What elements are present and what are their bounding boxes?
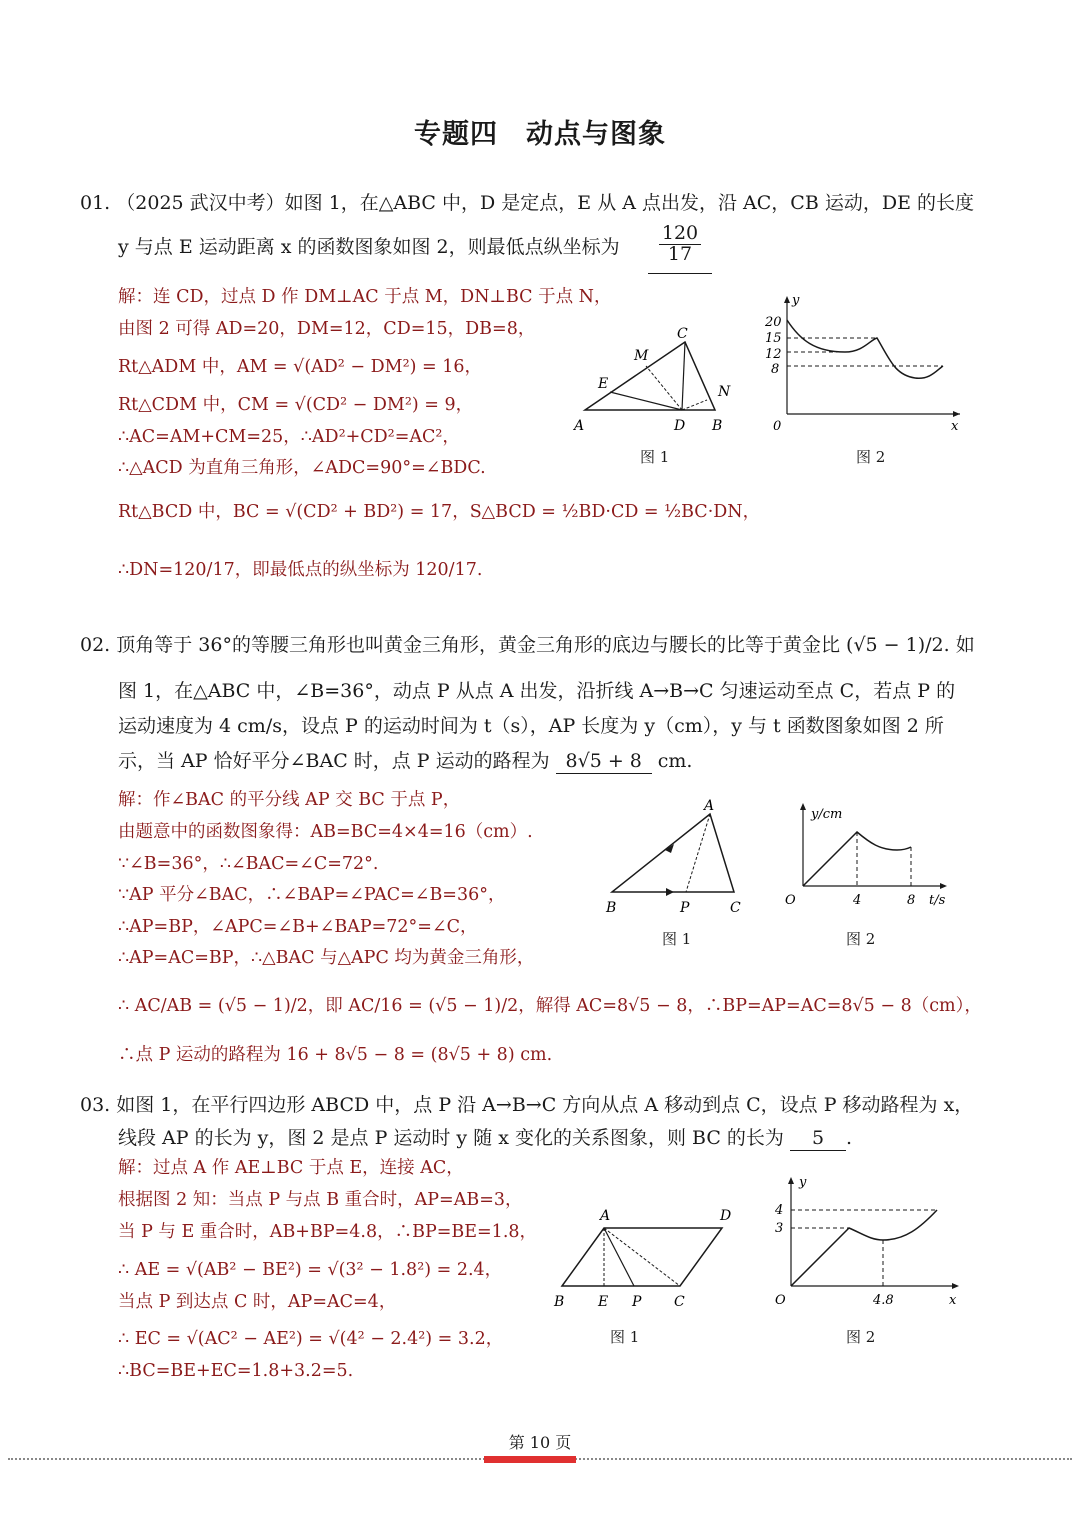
- q3-origin: O: [775, 1293, 786, 1308]
- q2-answer: 8√5 + 8: [556, 750, 652, 774]
- q2-sol-2: 由题意中的函数图象得：AB=BC=4×4=16（cm）.: [118, 822, 533, 842]
- q3-line1: [80, 1094, 973, 1117]
- q2-sol-8: ∴点 P 运动的路程为 16 + 8√5 − 8 = (8√5 + 8) cm.: [118, 1045, 553, 1065]
- q3-text-line1: 如图 1，在平行四边形 ABCD 中，点 P 沿 A→B→C 方向从点 A 移动到点 C，设点 P 移动路程为 x，: [116, 1094, 974, 1116]
- q1-label-b: B: [712, 418, 723, 434]
- q3-sol-7: ∴BC=BE+EC=1.8+3.2=5.: [118, 1361, 354, 1381]
- q2-label-p: P: [680, 900, 690, 916]
- q1-sol-2: 由图 2 可得 AD=20，DM=12，CD=15，DB=8，: [118, 319, 536, 339]
- q3-number: 03.: [80, 1094, 111, 1116]
- q1-label-a: A: [574, 418, 585, 434]
- q3-xtick-48: 4.8: [873, 1293, 894, 1308]
- q1-ytick-8: 8: [771, 362, 780, 377]
- q1-ylabel: y: [792, 293, 800, 308]
- q3-label-c: C: [674, 1294, 685, 1310]
- q3-segment-ap: [604, 1228, 634, 1286]
- q1-xlabel: x: [951, 419, 959, 434]
- q2-text-line1: 顶角等于 36°的等腰三角形也叫黄金三角形，黄金三角形的底边与腰长的比等于黄金比: [116, 634, 840, 656]
- q2-line2: 图 1，在△ABC 中，∠B=36°，动点 P 从点 A 出发，沿折线 A→B→C 匀速运动至点 C，若点 P 的: [118, 680, 956, 702]
- q1-ytick-15: 15: [765, 331, 782, 346]
- q1-ytick-12: 12: [765, 347, 782, 362]
- q2-sol-4: ∵AP 平分∠BAC，∴∠BAP=∠PAC=∠B=36°，: [118, 885, 506, 905]
- q1-figure1: [570, 320, 740, 440]
- q3-label-a: A: [600, 1208, 611, 1224]
- q1-segment-dm: [646, 366, 682, 410]
- q3-sol-4: ∴ AE = √(AB² − BE²) = √(3² − 1.8²) = 2.4，: [118, 1260, 503, 1280]
- q1-figure2: [755, 290, 970, 440]
- q2-line1: [80, 634, 975, 657]
- q1-text-line2: y 与点 E 运动距离 x 的函数图象如图 2，则最低点纵坐标为: [118, 236, 620, 258]
- q2-sol-5: ∴AP=BP，∠APC=∠B+∠BAP=72°=∠C，: [118, 917, 478, 937]
- q1-answer: $\frac{120}{17}$: [648, 224, 712, 265]
- q1-line1: [80, 192, 974, 215]
- q1-sol-4: Rt△CDM 中，CM = √(CD² − DM²) = 9，: [118, 395, 474, 415]
- q3-sol-5: 当点 P 到达点 C 时，AP=AC=4，: [118, 1292, 397, 1312]
- q1-answer-blank: [648, 273, 712, 274]
- q1-ytick-20: 20: [765, 315, 782, 330]
- q1-segment-de: [610, 392, 682, 410]
- q3-curve: [791, 1210, 937, 1286]
- q2-golden-ratio: (√5 − 1)/2: [846, 634, 944, 656]
- q3-sol-1: 解：过点 A 作 AE⊥BC 于点 E，连接 AC，: [118, 1158, 464, 1178]
- q3-answer: 5: [790, 1127, 846, 1151]
- q3-segment-ac: [604, 1228, 680, 1286]
- q3-label-d: D: [720, 1208, 732, 1224]
- q2-sol-7: ∴ AC/AB = (√5 − 1)/2，即 AC/16 = (√5 − 1)/2，解得 AC=8√5 − 8，∴BP=AP=AC=8√5 − 8（cm），: [118, 996, 982, 1016]
- q3-figure2: [765, 1170, 970, 1315]
- q2-sol-1: 解：作∠BAC 的平分线 AP 交 BC 于点 P，: [118, 790, 461, 810]
- q3-fig1-caption: 图 1: [610, 1328, 640, 1346]
- q3-label-b: B: [554, 1294, 565, 1310]
- q2-ylabel: y/cm: [811, 807, 843, 822]
- page-title: 专题四 动点与图象: [414, 119, 666, 150]
- q1-line2: [118, 236, 620, 259]
- q1-fig2-caption: 图 2: [856, 448, 886, 466]
- q3-ylabel: y: [799, 1175, 807, 1190]
- footer-accent-bar: [484, 1456, 576, 1463]
- q1-label-c: C: [677, 326, 688, 342]
- q1-origin: 0: [773, 419, 782, 434]
- q2-segment-ap: [686, 814, 710, 892]
- q2-text-line1-end: . 如: [943, 634, 975, 656]
- q2-sol-6: ∴AP=AC=BP，∴△BAC 与△APC 均为黄金三角形，: [118, 948, 535, 968]
- q1-number: 01.: [80, 192, 111, 214]
- q2-xtick-8: 8: [907, 893, 916, 908]
- q1-sol-6: ∴△ACD 为直角三角形，∠ADC=90°=∠BDC.: [118, 458, 486, 478]
- q2-figure1: [598, 798, 758, 920]
- q2-label-a: A: [704, 798, 715, 814]
- q2-label-c: C: [730, 900, 741, 916]
- q2-fig2-caption: 图 2: [846, 930, 876, 948]
- q3-xlabel: x: [949, 1293, 957, 1308]
- q2-xlabel: t/s: [929, 893, 946, 908]
- q1-sol-8: ∴DN=120/17，即最低点的纵坐标为 120/17.: [118, 560, 483, 580]
- q1-label-m: M: [634, 348, 649, 364]
- q1-sol-5: ∴AC=AM+CM=25，∴AD²+CD²=AC²，: [118, 427, 460, 447]
- q3-sol-2: 根据图 2 知：当点 P 与点 B 重合时，AP=AB=3，: [118, 1190, 523, 1210]
- q2-origin: O: [785, 893, 796, 908]
- q2-figure2: [775, 798, 960, 920]
- q2-sol-3: ∵∠B=36°，∴∠BAC=∠C=72°.: [118, 854, 379, 874]
- q1-sol-1: 解：连 CD，过点 D 作 DM⊥AC 于点 M，DN⊥BC 于点 N，: [118, 287, 612, 307]
- q1-fig1-caption: 图 1: [640, 448, 670, 466]
- q3-label-p: P: [632, 1294, 642, 1310]
- q3-figure1: [548, 1200, 748, 1312]
- q3-fig2-caption: 图 2: [846, 1328, 876, 1346]
- q3-ytick-3: 3: [775, 1221, 784, 1236]
- q2-label-b: B: [606, 900, 617, 916]
- q1-label-d: D: [674, 418, 686, 434]
- q2-line3: 运动速度为 4 cm/s，设点 P 的运动时间为 t（s），AP 长度为 y（cm），y 与 t 函数图象如图 2 所: [118, 715, 944, 737]
- q1-segment-dn: [682, 400, 707, 410]
- q1-curve: [787, 320, 943, 378]
- q3-ytick-4: 4: [775, 1203, 784, 1218]
- q3-label-e: E: [598, 1294, 609, 1310]
- q1-text-line1: （2025 武汉中考）如图 1，在△ABC 中，D 是定点，E 从 A 点出发，沿 AC，CB 运动，DE 的长度: [116, 192, 974, 214]
- q2-unit: cm.: [657, 750, 693, 772]
- q3-line2: 线段 AP 的长为 y，图 2 是点 P 运动时 y 随 x 变化的关系图象，则 BC 的长为 5 .: [118, 1127, 853, 1149]
- q2-xtick-4: 4: [853, 893, 862, 908]
- page-number: 第 10 页: [508, 1433, 572, 1452]
- q2-number: 02.: [80, 634, 111, 656]
- q1-sol-3: Rt△ADM 中，AM = √(AD² − DM²) = 16，: [118, 357, 482, 377]
- q2-line4: 示，当 AP 恰好平分∠BAC 时，点 P 运动的路程为 8√5 + 8 cm.: [118, 750, 693, 772]
- q2-fig1-caption: 图 1: [662, 930, 692, 948]
- q2-arrow-bc: [666, 888, 674, 896]
- q1-label-n: N: [718, 384, 731, 400]
- q1-sol-7: Rt△BCD 中，BC = √(CD² + BD²) = 17，S△BCD = ½BD·CD = ½BC·DN，: [118, 502, 761, 522]
- q1-label-e: E: [598, 376, 609, 392]
- q2-triangle-abc: [612, 814, 734, 892]
- q1-segment-cd: [682, 342, 685, 410]
- q3-sol-6: ∴ EC = √(AC² − AE²) = √(4² − 2.4²) = 3.2，: [118, 1329, 504, 1349]
- q3-sol-3: 当 P 与 E 重合时，AB+BP=4.8，∴BP=BE=1.8，: [118, 1222, 538, 1242]
